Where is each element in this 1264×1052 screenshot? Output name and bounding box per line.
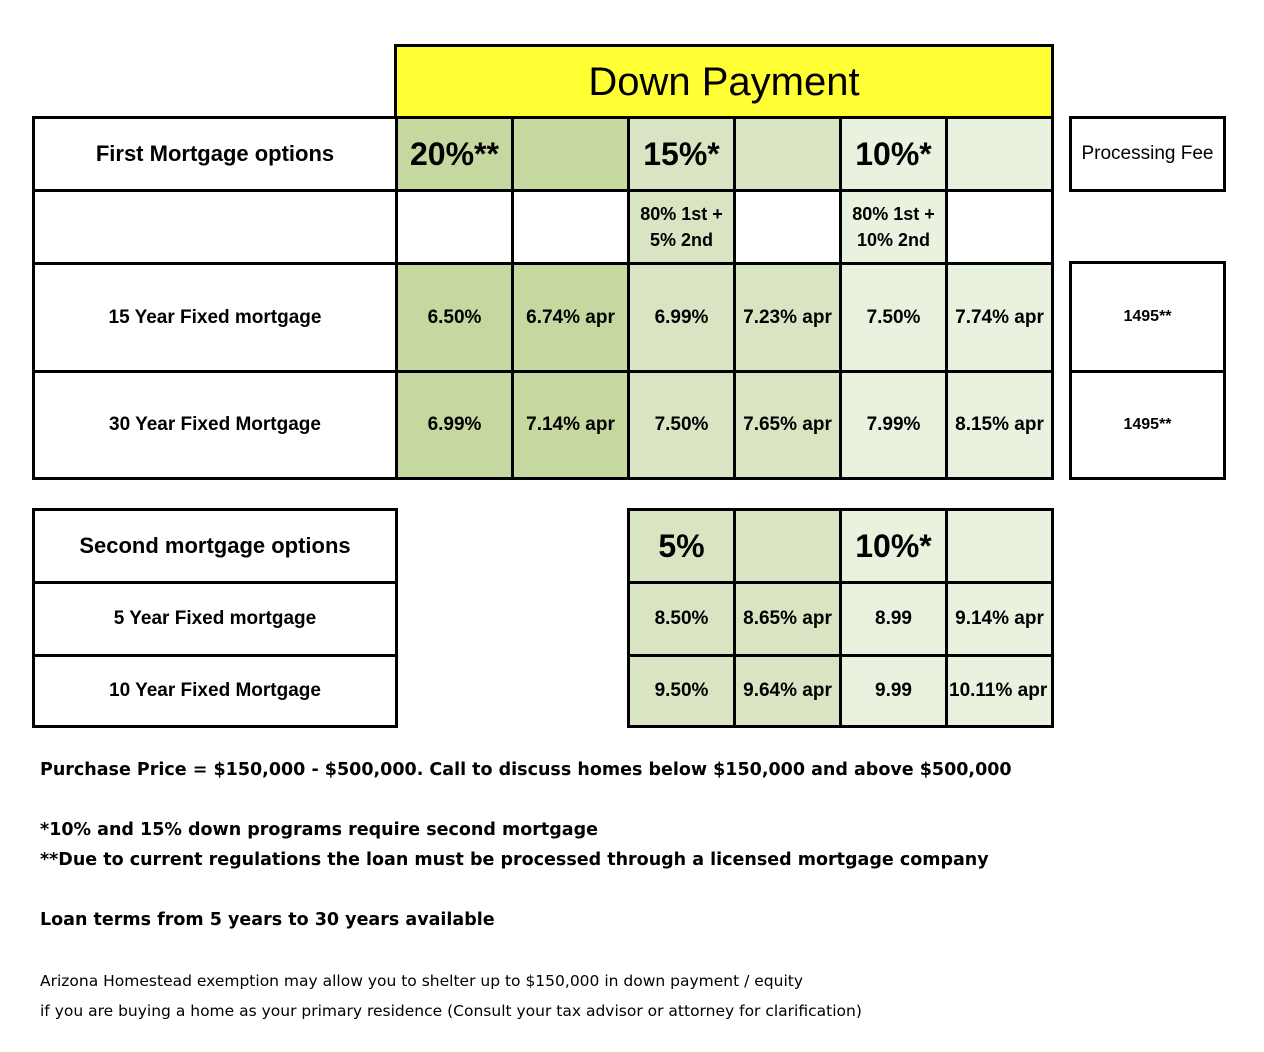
rate-30yr-10-apr: 8.15% apr (945, 370, 1054, 480)
sub-note-10: 80% 1st + 10% 2nd (839, 189, 948, 265)
second-down-10-blank (945, 508, 1054, 584)
rate-30yr-20-rate: 6.99% (395, 370, 514, 480)
sub-notes-20-blank (395, 189, 514, 265)
rate-10yr-10-apr: 10.11% apr (945, 654, 1054, 728)
rate-30yr-15-apr: 7.65% apr (733, 370, 842, 480)
down-20-header: 20%** (395, 116, 514, 192)
first-mortgage-header: First Mortgage options (32, 116, 398, 192)
sub-notes-label-blank (32, 189, 398, 265)
rate-15yr-10-apr: 7.74% apr (945, 262, 1054, 373)
row-label-5yr: 5 Year Fixed mortgage (32, 581, 398, 657)
fee-30yr: 1495** (1069, 370, 1226, 480)
purchase-price-note: Purchase Price = $150,000 - $500,000. Call to discuss homes below $150,000 and above $500,000 (40, 760, 1012, 780)
down-10-blank (945, 116, 1054, 192)
rate-15yr-20-rate: 6.50% (395, 262, 514, 373)
sub-notes-10-apr-blank (945, 189, 1054, 265)
down-20-blank (511, 116, 630, 192)
second-down-5-blank (733, 508, 842, 584)
rate-15yr-20-apr: 6.74% apr (511, 262, 630, 373)
second-mortgage-header: Second mortgage options (32, 508, 398, 584)
down-15-blank (733, 116, 842, 192)
rate-5yr-5-rate: 8.50% (627, 581, 736, 657)
row-label-10yr: 10 Year Fixed Mortgage (32, 654, 398, 728)
rate-30yr-15-rate: 7.50% (627, 370, 736, 480)
rate-5yr-5-apr: 8.65% apr (733, 581, 842, 657)
regulations-note: **Due to current regulations the loan must be processed through a licensed mortgage company (40, 850, 989, 870)
row-label-15yr: 15 Year Fixed mortgage (32, 262, 398, 373)
rate-10yr-10-rate: 9.99 (839, 654, 948, 728)
down-payment-title: Down Payment (394, 44, 1054, 120)
rate-10yr-5-apr: 9.64% apr (733, 654, 842, 728)
rate-30yr-10-rate: 7.99% (839, 370, 948, 480)
rate-15yr-15-rate: 6.99% (627, 262, 736, 373)
rate-15yr-15-apr: 7.23% apr (733, 262, 842, 373)
down-10-header: 10%* (839, 116, 948, 192)
rate-5yr-10-apr: 9.14% apr (945, 581, 1054, 657)
processing-fee-header: Processing Fee (1069, 116, 1226, 192)
second-mortgage-required-note: *10% and 15% down programs require second mortgage (40, 820, 598, 840)
down-15-header: 15%* (627, 116, 736, 192)
rate-5yr-10-rate: 8.99 (839, 581, 948, 657)
rate-30yr-20-apr: 7.14% apr (511, 370, 630, 480)
sub-notes-20-apr-blank (511, 189, 630, 265)
row-label-30yr: 30 Year Fixed Mortgage (32, 370, 398, 480)
rate-15yr-10-rate: 7.50% (839, 262, 948, 373)
rate-10yr-5-rate: 9.50% (627, 654, 736, 728)
second-down-10-header: 10%* (839, 508, 948, 584)
sub-notes-15-apr-blank (733, 189, 842, 265)
second-down-5-header: 5% (627, 508, 736, 584)
sub-note-15: 80% 1st + 5% 2nd (627, 189, 736, 265)
loan-terms-note: Loan terms from 5 years to 30 years available (40, 910, 495, 930)
homestead-note-line-1: Arizona Homestead exemption may allow you to shelter up to $150,000 in down payment / equity (40, 972, 804, 990)
fee-15yr: 1495** (1069, 261, 1226, 373)
homestead-note-line-2: if you are buying a home as your primary residence (Consult your tax advisor or attorney for clarification) (40, 1002, 862, 1020)
